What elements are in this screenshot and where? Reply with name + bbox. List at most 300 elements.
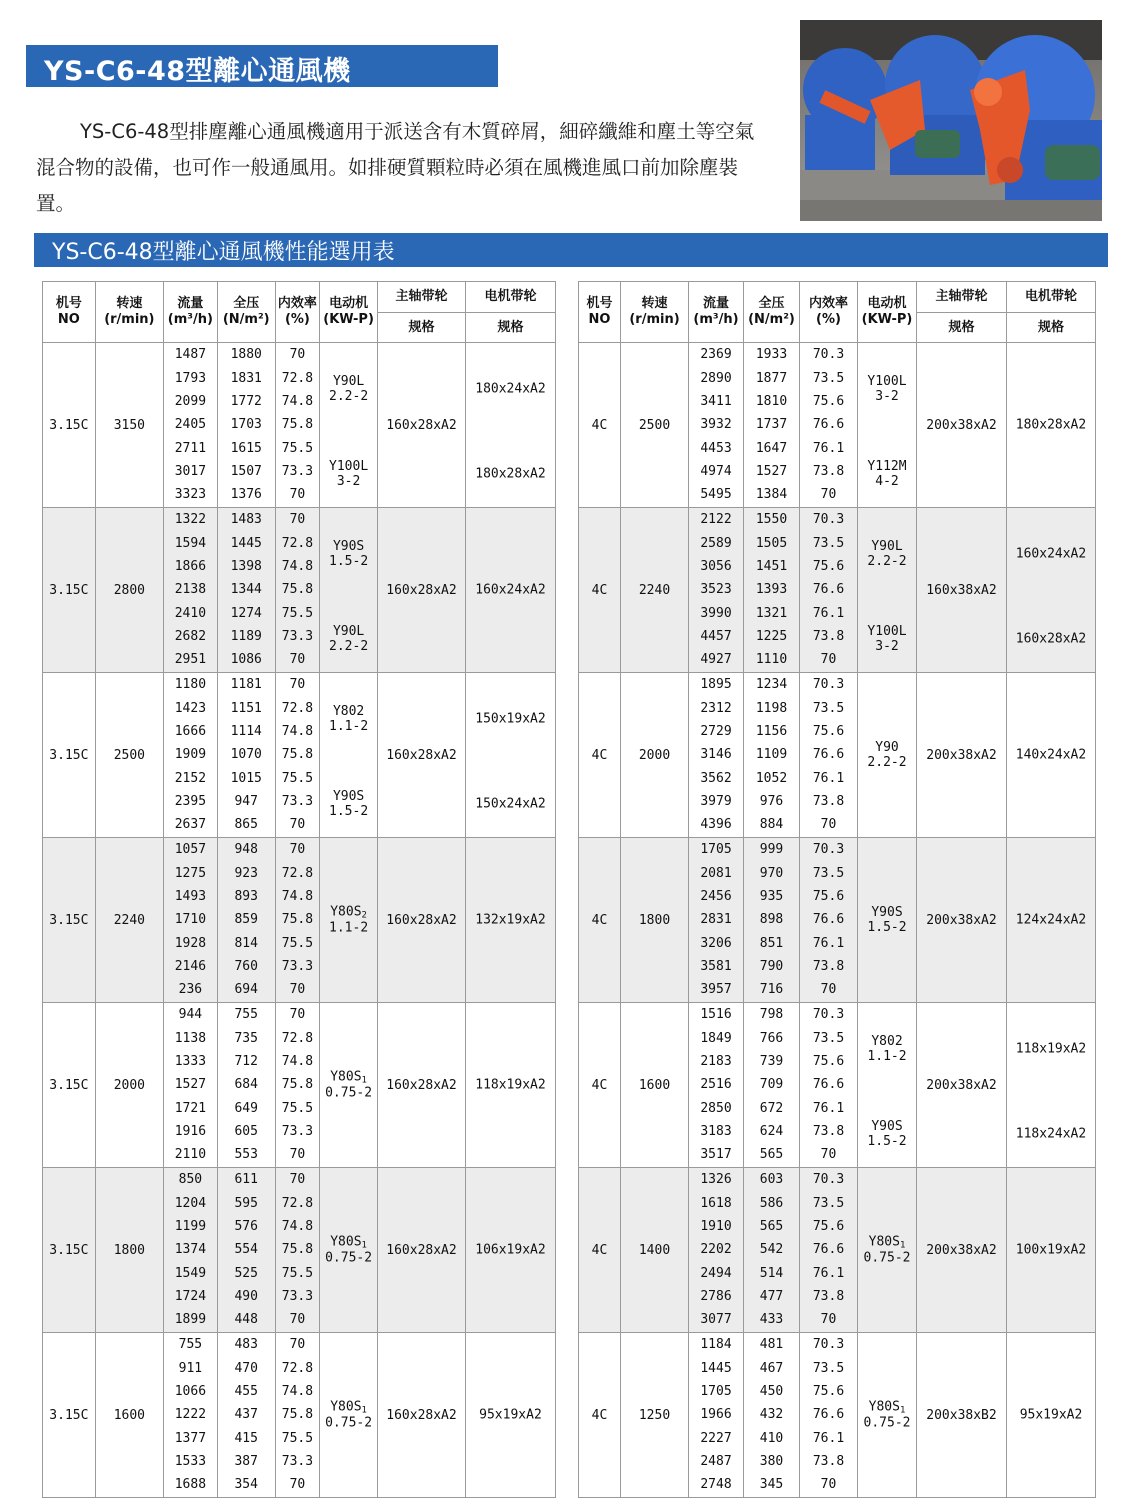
cell-efficiency-values: 70 72.8 74.8 75.8 75.5 73.3 70: [281, 677, 314, 833]
cell-pressure-values: 603 586 565 542 514 477 433: [759, 1172, 784, 1328]
motor-model-subscript: 1: [361, 1240, 367, 1251]
cell-motor-pulley: [465, 673, 555, 838]
motor-spec: [320, 1070, 377, 1101]
cell-motor-item: [858, 1119, 916, 1149]
cell-speed: 1800: [621, 838, 689, 1003]
cell-speed: 2000: [95, 1003, 163, 1168]
cell-pressure-values: 611 595 576 554 525 490 448: [234, 1172, 258, 1328]
cell-motor-item: [858, 539, 916, 569]
cell-efficiency: [800, 1333, 858, 1498]
cell-model: 3.15C: [43, 343, 96, 508]
motor-model: Y100L: [867, 624, 907, 640]
cell-speed: 1250: [621, 1333, 689, 1498]
cell-flow: [163, 1003, 217, 1168]
motor-spec: [858, 1235, 916, 1266]
motor-pulley-spec: 95x19xA2: [479, 1407, 542, 1423]
motor-pulley-spec: 140x24xA2: [1015, 747, 1087, 763]
motor-power: 0.75-2: [325, 1415, 373, 1431]
cell-motor-item: [858, 905, 916, 935]
cell-main-pulley: 200x38xA2: [917, 838, 1007, 1003]
cell-flow-values: 1322 1594 1866 2138 2410 2682 2951: [174, 512, 207, 668]
header-model: 机号 NO: [43, 282, 96, 343]
motor-power: 2.2-2: [329, 639, 369, 655]
table-row: [579, 1168, 1096, 1333]
motor-power: 1.1-2: [329, 718, 369, 734]
motor-power: 1.5-2: [329, 804, 369, 820]
cell-motor-item: [320, 1070, 377, 1101]
table-header: [43, 282, 556, 343]
cell-motor-stack: [320, 838, 377, 1002]
cell-flow-values: 944 1138 1333 1527 1721 1916 2110: [174, 1007, 207, 1163]
table-row: [43, 343, 556, 508]
cell-flow: [689, 838, 744, 1003]
cell-speed: 1600: [95, 1333, 163, 1498]
intro-text: [36, 114, 756, 222]
cell-motor-item: [320, 539, 377, 569]
header-main-pulley-spec: 规格: [378, 313, 466, 343]
cell-pressure-values: 948 923 893 859 814 760 694: [234, 842, 258, 998]
cell-flow: [163, 673, 217, 838]
cell-motor-stack: [858, 508, 916, 672]
table-row: [43, 673, 556, 838]
motor-pulley-spec: 160x28xA2: [1015, 631, 1087, 647]
motor-pulley-spec: 180x28xA2: [475, 466, 546, 482]
cell-motor-pulley-stack: [1007, 673, 1095, 837]
cell-flow: [689, 508, 744, 673]
cell-motor-item: [320, 789, 377, 819]
motor-spec: [858, 1034, 916, 1064]
cell-efficiency: [275, 1333, 319, 1498]
cell-motor-stack: [858, 1333, 916, 1497]
motor-spec: [320, 624, 377, 654]
motor-spec: [858, 1400, 916, 1431]
cell-efficiency-values: 70 72.8 74.8 75.8 75.5 73.3 70: [281, 842, 314, 998]
cell-model: 3.15C: [43, 838, 96, 1003]
cell-pressure: [744, 508, 800, 673]
motor-spec: [858, 624, 916, 654]
header-main-pulley: 主轴带轮: [378, 282, 466, 313]
cell-motor-pulley: [1007, 508, 1096, 673]
cell-motor-stack: [858, 1003, 916, 1167]
motor-model: Y90L: [332, 624, 365, 640]
cell-pressure-values: 798 766 739 709 672 624 565: [759, 1007, 784, 1163]
motor-power: 0.75-2: [863, 1250, 911, 1266]
cell-motor-pulley-item: [1007, 1041, 1095, 1056]
cell-flow-values: 2369 2890 3411 3932 4453 4974 5495: [700, 347, 732, 503]
cell-flow-values: 1184 1445 1705 1966 2227 2487 2748: [700, 1337, 732, 1493]
table-row: [579, 673, 1096, 838]
cell-speed: 2240: [95, 838, 163, 1003]
cell-motor-item: [858, 740, 916, 770]
cell-motor-pulley-item: [1007, 1127, 1095, 1142]
cell-motor-item: [320, 459, 377, 489]
motor-pulley-spec: 118x24xA2: [1015, 1126, 1087, 1142]
cell-motor-pulley-stack: [466, 673, 555, 837]
motor-model: Y90S: [871, 1119, 903, 1135]
cell-model: 4C: [579, 673, 621, 838]
cell-motor-pulley-item: [466, 913, 555, 928]
cell-main-pulley: 160x28xA2: [378, 1003, 466, 1168]
table-body: [579, 343, 1096, 1498]
cell-flow: [163, 508, 217, 673]
motor-pulley-spec: 106x19xA2: [475, 1242, 546, 1258]
header-pressure: 全压 (N/m²): [744, 282, 800, 343]
cell-efficiency: [800, 1168, 858, 1333]
performance-table-left: [42, 281, 556, 1498]
cell-model: 4C: [579, 343, 621, 508]
motor-power: 3-2: [875, 639, 899, 655]
motor-model-subscript: 1: [361, 1075, 367, 1086]
motor-spec: [320, 704, 377, 734]
cell-model: 4C: [579, 838, 621, 1003]
cell-motor: [858, 1003, 917, 1168]
table-row: [43, 1333, 556, 1498]
header-main-pulley-spec: 规格: [917, 313, 1007, 343]
cell-motor-item: [320, 1235, 377, 1266]
cell-motor-item: [320, 1400, 377, 1431]
header-pressure: 全压 (N/m²): [217, 282, 275, 343]
table-body: [43, 343, 556, 1498]
motor-power: 1.1-2: [867, 1048, 907, 1064]
cell-speed: 1800: [95, 1168, 163, 1333]
cell-pressure-values: 1234 1198 1156 1109 1052 976 884: [755, 677, 788, 833]
performance-table-right: [578, 281, 1096, 1498]
motor-pulley-spec: 180x28xA2: [1015, 417, 1087, 433]
cell-motor: [858, 343, 917, 508]
motor-pulley-spec: 124x24xA2: [1015, 912, 1087, 928]
cell-speed: 2240: [621, 508, 689, 673]
cell-pressure: [744, 1333, 800, 1498]
table-header: [579, 282, 1096, 343]
motor-model: Y90L: [332, 373, 365, 389]
cell-motor-pulley: [465, 1003, 555, 1168]
cell-motor-stack: [858, 343, 916, 507]
motor-power: 0.75-2: [325, 1085, 373, 1101]
motor-spec: [858, 539, 916, 569]
cell-motor-pulley: [1007, 1003, 1096, 1168]
motor-spec: [320, 1400, 377, 1431]
cell-motor-stack: [320, 1333, 377, 1497]
cell-efficiency: [275, 673, 319, 838]
cell-motor-pulley-item: [1007, 632, 1095, 647]
cell-motor-stack: [320, 508, 377, 672]
cell-motor-pulley-stack: [1007, 1003, 1095, 1167]
table-row: [579, 508, 1096, 673]
cell-flow-values: 850 1204 1199 1374 1549 1724 1899: [174, 1172, 207, 1328]
motor-model: Y90S: [871, 905, 903, 920]
cell-pressure-values: 1483 1445 1398 1344 1274 1189 1086: [230, 512, 262, 668]
fan-photo-illustration: [800, 20, 1102, 221]
motor-spec: [320, 905, 377, 936]
cell-motor-pulley-stack: [466, 1168, 555, 1332]
cell-motor-item: [858, 1235, 916, 1266]
cell-efficiency-values: 70.3 73.5 75.6 76.6 76.1 73.8 70: [812, 842, 845, 998]
cell-motor-pulley-item: [466, 797, 555, 812]
motor-pulley-spec: 95x19xA2: [1019, 1407, 1083, 1423]
header-motor: 电动机 (KW-P): [320, 282, 378, 343]
motor-power: 3-2: [336, 474, 361, 490]
cell-motor-pulley-item: [466, 381, 555, 396]
cell-motor-pulley-item: [1007, 1408, 1095, 1423]
motor-model-subscript: 2: [361, 910, 367, 921]
cell-speed: 2800: [95, 508, 163, 673]
motor-pulley-spec: 100x19xA2: [1015, 1242, 1087, 1258]
motor-power: 1.5-2: [867, 920, 907, 935]
table-row: [579, 1003, 1096, 1168]
motor-pulley-spec: 180x24xA2: [475, 381, 546, 397]
cell-flow-values: 1895 2312 2729 3146 3562 3979 4396: [700, 677, 732, 833]
header-motor: 电动机 (KW-P): [858, 282, 917, 343]
cell-motor: [858, 1333, 917, 1498]
cell-pressure-values: 1181 1151 1114 1070 1015 947 865: [230, 677, 262, 833]
motor-power: 2.2-2: [867, 755, 907, 770]
cell-main-pulley: 160x28xA2: [378, 508, 466, 673]
motor-power: 4-2: [875, 474, 899, 490]
cell-motor-stack: [320, 343, 377, 507]
cell-flow: [689, 343, 744, 508]
motor-model: Y90: [875, 740, 899, 755]
header-motor-pulley-spec: 规格: [465, 313, 555, 343]
motor-model: Y802: [871, 1033, 903, 1049]
motor-spec: [320, 459, 377, 489]
cell-motor-item: [858, 624, 916, 654]
cell-flow-values: 755 911 1066 1222 1377 1533 1688: [174, 1337, 207, 1493]
cell-pressure: [744, 343, 800, 508]
cell-pressure: [744, 1168, 800, 1333]
motor-model-subscript: 1: [361, 1405, 367, 1416]
cell-pressure: [217, 1333, 275, 1498]
motor-model: $Y80S_2$: [330, 904, 367, 921]
cell-motor-item: [320, 624, 377, 654]
cell-pressure-values: 999 970 935 898 851 790 716: [759, 842, 784, 998]
cell-pressure: [217, 838, 275, 1003]
cell-motor: [320, 508, 378, 673]
cell-pressure: [217, 673, 275, 838]
cell-motor-item: [320, 905, 377, 936]
cell-efficiency: [275, 1168, 319, 1333]
cell-motor-pulley-item: [466, 711, 555, 726]
cell-motor-pulley: [1007, 1333, 1096, 1498]
cell-motor-item: [858, 1400, 916, 1431]
cell-motor-pulley-item: [1007, 748, 1095, 763]
cell-efficiency: [800, 1003, 858, 1168]
page-title-bar: [26, 45, 498, 87]
cell-model: 3.15C: [43, 1168, 96, 1333]
cell-efficiency: [275, 508, 319, 673]
fan-product-photo: [800, 20, 1102, 221]
motor-pulley-spec: 150x24xA2: [475, 796, 546, 812]
cell-motor: [320, 1003, 378, 1168]
table-row: [579, 838, 1096, 1003]
motor-spec: [320, 539, 377, 569]
motor-model: Y100L: [329, 459, 369, 475]
cell-motor: [320, 673, 378, 838]
cell-motor: [320, 1168, 378, 1333]
cell-main-pulley: 160x28xA2: [378, 838, 466, 1003]
motor-model: $Y80S_1$: [330, 1399, 367, 1416]
motor-model: $Y80S_1$: [330, 1069, 367, 1086]
cell-motor-pulley-stack: [1007, 1333, 1095, 1497]
cell-motor-pulley-stack: [1007, 838, 1095, 1002]
header-flow: 流量 (m³/h): [689, 282, 744, 343]
motor-pulley-spec: 132x19xA2: [475, 912, 546, 928]
cell-motor-pulley-stack: [1007, 1168, 1095, 1332]
cell-efficiency: [800, 343, 858, 508]
motor-spec: [320, 1235, 377, 1266]
motor-model-subscript: 1: [899, 1405, 906, 1416]
cell-flow: [689, 673, 744, 838]
cell-motor-pulley: [1007, 343, 1096, 508]
intro-paragraph: YS-C6-48型排塵離心通風機適用于派送含有木質碎屑，細碎纖維和塵土等空氣混合物的設備，也可作一般通風用。如排硬質顆粒時必須在風機進風口前加除塵裝置。: [36, 120, 755, 215]
cell-motor-item: [320, 374, 377, 404]
motor-power: 0.75-2: [863, 1415, 911, 1431]
cell-speed: 3150: [95, 343, 163, 508]
motor-power: 2.2-2: [329, 388, 369, 404]
cell-flow-values: 2122 2589 3056 3523 3990 4457 4927: [700, 512, 732, 668]
cell-motor-pulley: [1007, 838, 1096, 1003]
cell-efficiency-values: 70.3 73.5 75.6 76.6 76.1 73.8 70: [812, 512, 845, 668]
header-speed: 转速 (r/min): [95, 282, 163, 343]
motor-pulley-spec: 118x19xA2: [475, 1077, 546, 1093]
motor-model: Y802: [332, 703, 365, 719]
cell-motor-pulley-item: [466, 1408, 555, 1423]
motor-spec: [858, 1119, 916, 1149]
motor-spec: [858, 905, 916, 935]
motor-spec: [858, 374, 916, 404]
cell-motor: [858, 508, 917, 673]
cell-model: 3.15C: [43, 673, 96, 838]
cell-motor-stack: [320, 1168, 377, 1332]
table-title: YS-C6-48型離心通風機性能選用表: [52, 240, 395, 265]
cell-efficiency-values: 70.3 73.5 75.6 76.6 76.1 73.8 70: [812, 1007, 845, 1163]
header-speed: 转速 (r/min): [621, 282, 689, 343]
cell-motor-pulley-item: [466, 1078, 555, 1093]
cell-model: 3.15C: [43, 1333, 96, 1498]
cell-pressure-values: 1550 1505 1451 1393 1321 1225 1110: [755, 512, 788, 668]
cell-motor-pulley-item: [466, 467, 555, 482]
cell-motor-pulley: [465, 838, 555, 1003]
cell-speed: 1400: [621, 1168, 689, 1333]
motor-power: 3-2: [875, 388, 899, 404]
cell-efficiency: [275, 838, 319, 1003]
cell-motor: [858, 673, 917, 838]
cell-motor: [320, 838, 378, 1003]
cell-efficiency-values: 70 72.8 74.8 75.8 75.5 73.3 70: [281, 347, 314, 503]
cell-flow-values: 1057 1275 1493 1710 1928 2146 236: [174, 842, 207, 998]
cell-motor-pulley-item: [1007, 418, 1095, 433]
cell-main-pulley: 200x38xB2: [917, 1333, 1007, 1498]
cell-efficiency-values: 70.3 73.5 75.6 76.6 76.1 73.8 70: [812, 1337, 845, 1493]
cell-model: 4C: [579, 1168, 621, 1333]
header-motor-pulley: 电机带轮: [1007, 282, 1096, 313]
cell-efficiency: [800, 838, 858, 1003]
cell-pressure: [217, 508, 275, 673]
cell-motor: [320, 343, 378, 508]
cell-motor-stack: [320, 1003, 377, 1167]
motor-power: 1.5-2: [867, 1134, 907, 1150]
cell-efficiency: [275, 1003, 319, 1168]
motor-model: Y100L: [867, 373, 907, 389]
cell-motor-item: [858, 374, 916, 404]
cell-motor-pulley-item: [1007, 913, 1095, 928]
motor-spec: [858, 459, 916, 489]
cell-main-pulley: 160x28xA2: [378, 1333, 466, 1498]
cell-motor-pulley-stack: [466, 508, 555, 672]
cell-motor-stack: [320, 673, 377, 837]
cell-main-pulley: 200x38xA2: [917, 343, 1007, 508]
table-row: [43, 838, 556, 1003]
cell-speed: 2000: [621, 673, 689, 838]
cell-efficiency-values: 70.3 73.5 75.6 76.6 76.1 73.8 70: [812, 347, 845, 503]
cell-flow: [689, 1333, 744, 1498]
cell-efficiency-values: 70 72.8 74.8 75.8 75.5 73.3 70: [281, 1337, 314, 1493]
cell-motor-pulley-stack: [1007, 508, 1095, 672]
cell-motor-pulley-item: [1007, 546, 1095, 561]
cell-motor-stack: [858, 838, 916, 1002]
motor-pulley-spec: 150x19xA2: [475, 711, 546, 727]
motor-spec: [320, 789, 377, 819]
cell-motor-stack: [858, 1168, 916, 1332]
cell-main-pulley: 160x28xA2: [378, 1168, 466, 1333]
motor-model: $Y80S_1$: [330, 1234, 367, 1251]
motor-model: $Y80S_1$: [868, 1399, 906, 1416]
motor-model: Y90L: [871, 538, 903, 554]
cell-motor: [858, 1168, 917, 1333]
cell-pressure-values: 481 467 450 432 410 380 345: [759, 1337, 784, 1493]
cell-main-pulley: 160x28xA2: [378, 673, 466, 838]
table-row: [43, 508, 556, 673]
motor-model: Y90S: [332, 538, 365, 554]
motor-model: $Y80S_1$: [868, 1234, 906, 1251]
cell-motor-pulley: [465, 343, 555, 508]
cell-motor-pulley: [465, 1333, 555, 1498]
motor-power: 0.75-2: [325, 1250, 373, 1266]
cell-flow-values: 1487 1793 2099 2405 2711 3017 3323: [174, 347, 207, 503]
cell-main-pulley: 200x38xA2: [917, 1003, 1007, 1168]
cell-flow: [163, 1333, 217, 1498]
header-main-pulley: 主轴带轮: [917, 282, 1007, 313]
cell-model: 4C: [579, 1003, 621, 1168]
motor-model: Y112M: [867, 459, 907, 475]
cell-flow: [689, 1168, 744, 1333]
motor-spec: [858, 740, 916, 770]
cell-motor-pulley: [465, 508, 555, 673]
cell-model: 4C: [579, 1333, 621, 1498]
cell-efficiency: [800, 508, 858, 673]
cell-flow: [163, 838, 217, 1003]
cell-pressure-values: 483 470 455 437 415 387 354: [234, 1337, 258, 1493]
cell-speed: 2500: [621, 343, 689, 508]
cell-motor-item: [320, 704, 377, 734]
cell-flow: [689, 1003, 744, 1168]
cell-flow-values: 1705 2081 2456 2831 3206 3581 3957: [700, 842, 732, 998]
motor-spec: [320, 374, 377, 404]
cell-model: 3.15C: [43, 508, 96, 673]
cell-motor: [320, 1333, 378, 1498]
cell-model: 4C: [579, 508, 621, 673]
cell-motor-item: [858, 459, 916, 489]
cell-motor-stack: [858, 673, 916, 837]
motor-pulley-spec: 160x24xA2: [475, 582, 546, 598]
cell-flow-values: 1180 1423 1666 1909 2152 2395 2637: [174, 677, 207, 833]
cell-model: 3.15C: [43, 1003, 96, 1168]
table-row: [43, 1168, 556, 1333]
table-title-bar: [34, 233, 1108, 267]
cell-pressure-values: 755 735 712 684 649 605 553: [234, 1007, 258, 1163]
cell-pressure: [744, 1003, 800, 1168]
cell-main-pulley: 160x38xA2: [917, 508, 1007, 673]
cell-flow-values: 1516 1849 2183 2516 2850 3183 3517: [700, 1007, 732, 1163]
